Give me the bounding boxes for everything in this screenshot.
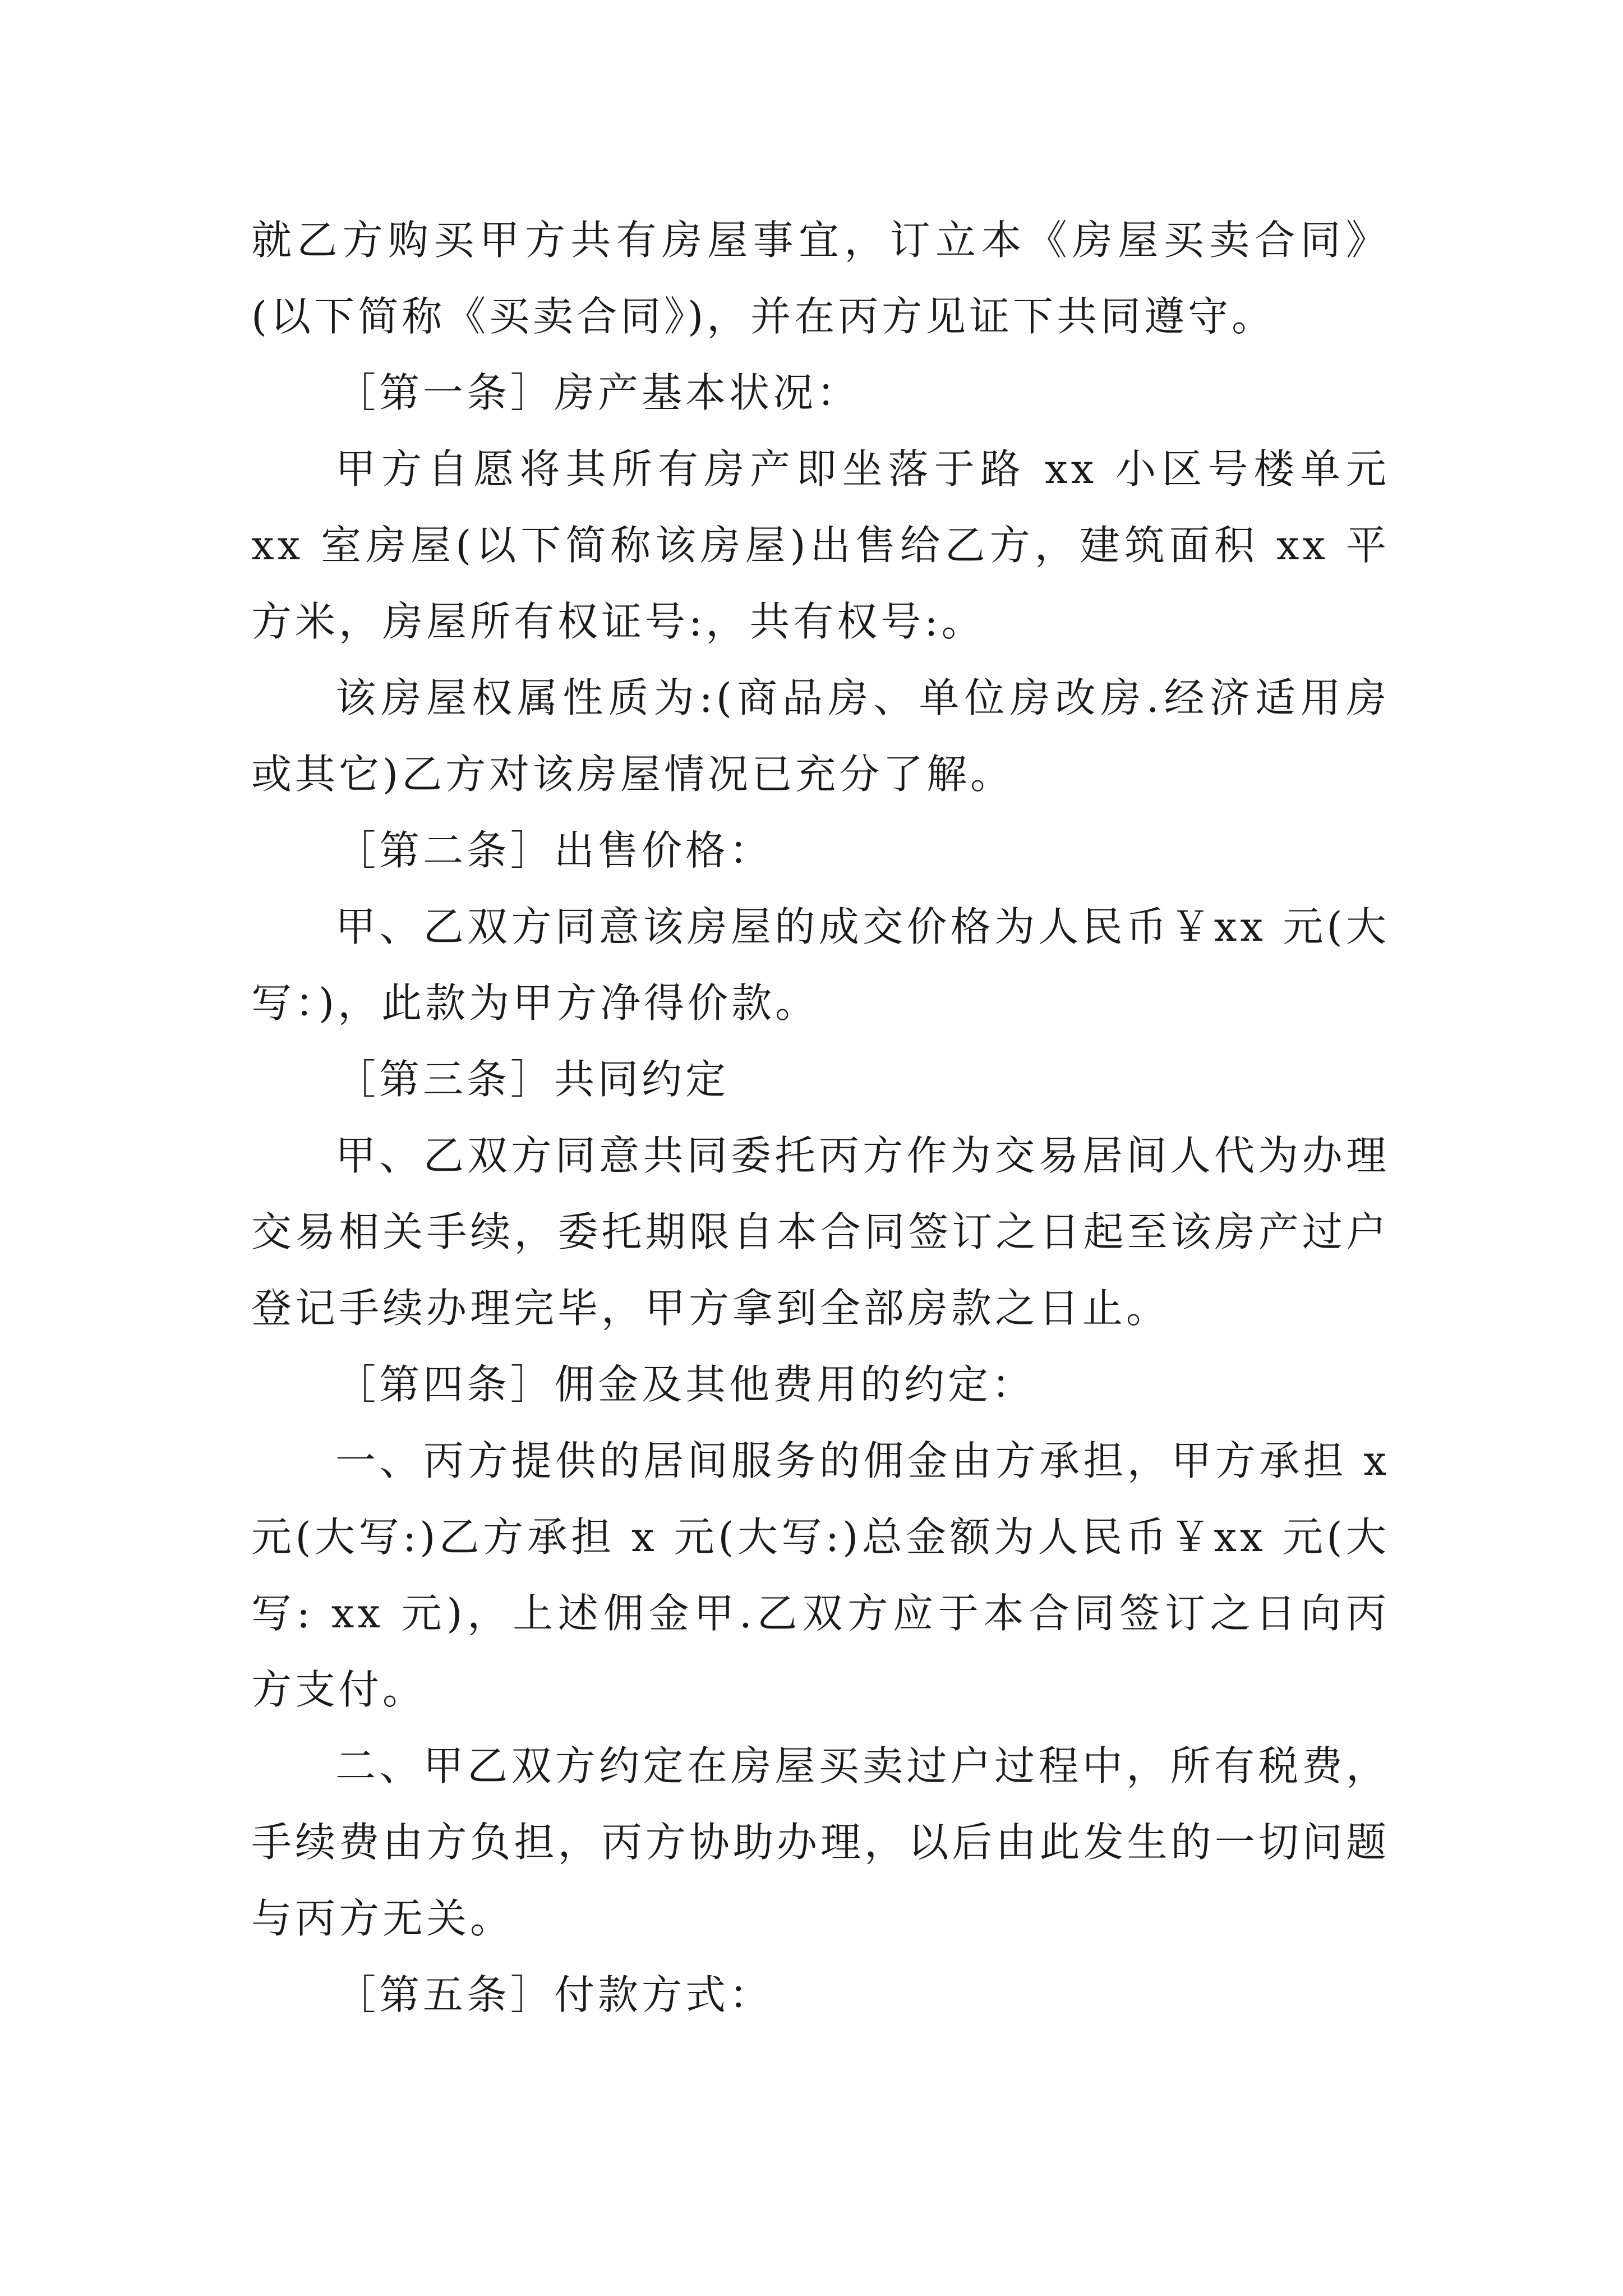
article-4-heading: ［第四条］佣金及其他费用的约定： xyxy=(335,1361,1036,1408)
article-2-paragraph-1: 甲、乙双方同意该房屋的成交价格为人民币￥xx 元(大写：)，此款为甲方净得价款。 xyxy=(251,903,1390,1027)
article-1-paragraph-1: 甲方自愿将其所有房产即坐落于路 xx 小区号楼单元 xx 室房屋(以下简称该房屋)出售给乙方，建筑面积 xx 平方米，房屋所有权证号:，共有权号:。 xyxy=(251,445,1390,645)
article-5-heading: ［第五条］付款方式： xyxy=(335,1971,773,2018)
article-2-heading: ［第二条］出售价格： xyxy=(335,827,773,874)
article-3-heading: ［第三条］共同约定 xyxy=(335,1056,730,1103)
intro-paragraph: 就乙方购买甲方共有房屋事宜，订立本《房屋买卖合同》(以下简称《买卖合同》)，并在丙方见证下共同遵守。 xyxy=(251,217,1390,340)
article-1-heading: ［第一条］房产基本状况： xyxy=(335,369,861,416)
article-4-paragraph-1: 一、丙方提供的居间服务的佣金由方承担，甲方承担 x 元(大写:)乙方承担 x 元(大写:)总金额为人民币￥xx 元(大写: xx 元)，上述佣金甲.乙双方应于本合同签订之日向丙方支付。 xyxy=(251,1437,1390,1713)
article-3-paragraph-1: 甲、乙双方同意共同委托丙方作为交易居间人代为办理交易相关手续，委托期限自本合同签订之日起至该房产过户登记手续办理完毕，甲方拿到全部房款之日止。 xyxy=(251,1132,1390,1332)
article-4-paragraph-2: 二、甲乙双方约定在房屋买卖过户过程中，所有税费，手续费由方负担，丙方协助办理，以后由此发生的一切问题与丙方无关。 xyxy=(251,1742,1390,1942)
article-1-paragraph-2: 该房屋权属性质为:(商品房、单位房改房.经济适用房或其它)乙方对该房屋情况已充分了解。 xyxy=(251,674,1390,798)
document-body xyxy=(251,202,1390,2033)
